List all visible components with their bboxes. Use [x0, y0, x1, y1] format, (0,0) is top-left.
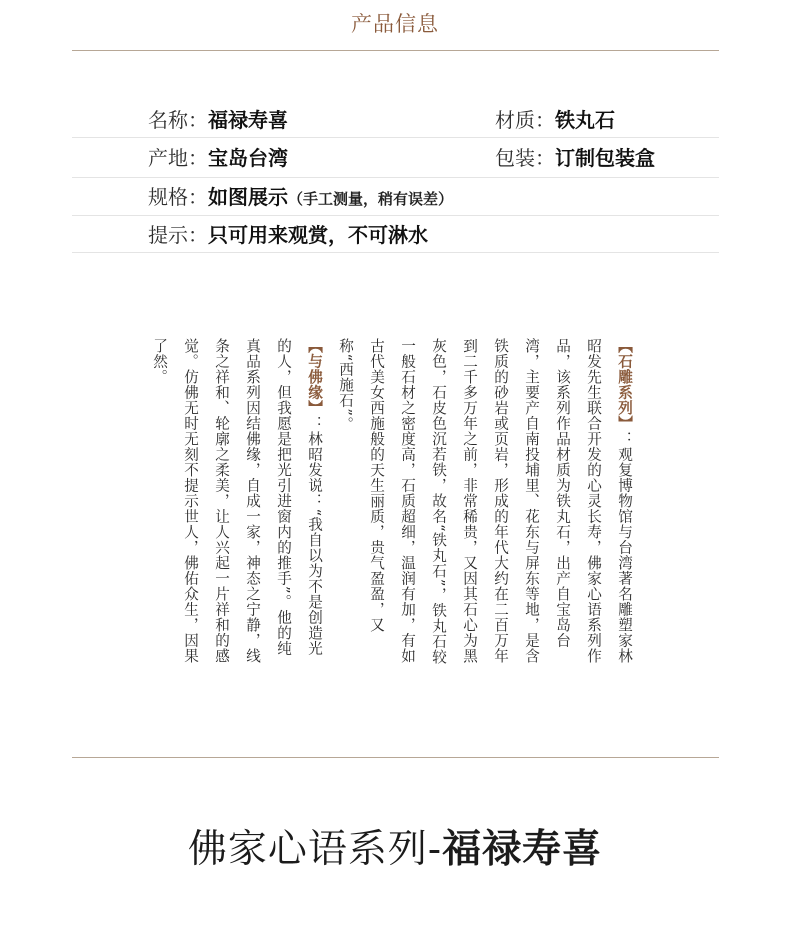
spec-size-note: （手工测量，稍有误差）	[288, 190, 454, 208]
footer-title	[0, 818, 790, 874]
spec-size	[148, 182, 453, 214]
spec-origin-label: 产地：	[148, 146, 208, 170]
header-divider	[72, 50, 719, 51]
description-stone-series	[330, 338, 640, 668]
description-buddha-affinity	[144, 338, 330, 668]
spec-packaging-value: 订制包装盒	[555, 146, 655, 170]
spec-name	[148, 105, 288, 135]
spec-tip	[148, 220, 428, 250]
spec-row-size	[148, 182, 718, 212]
spec-divider	[72, 177, 719, 178]
footer-series-name: 佛家心语系列-	[187, 827, 443, 872]
page-title: 产品信息	[351, 12, 439, 36]
spec-origin	[148, 143, 288, 173]
spec-packaging-label: 包装：	[495, 146, 555, 170]
buddha-affinity-tag: 【与佛缘】	[306, 338, 323, 416]
spec-row-tip	[148, 220, 718, 250]
spec-material-value: 铁丸石	[555, 108, 615, 132]
spec-divider	[72, 252, 719, 253]
stone-series-tag: 【石雕系列】	[616, 338, 633, 431]
buddha-affinity-body: ：林昭发说：“我自以为不是创造光的人，但我愿是把光引进窗内的推手”。他的纯真品系列因结佛缘，自成一家，神态之宁静，线条之祥和、轮廓之柔美，让人兴起一片祥和的感觉。仿佛无时无刻不提示世人，佛佑众生，因果了然。	[151, 338, 323, 664]
spec-name-value: 福禄寿喜	[208, 108, 288, 132]
spec-divider	[72, 137, 719, 138]
spec-name-label: 名称：	[148, 108, 208, 132]
spec-tip-label: 提示：	[148, 223, 208, 247]
spec-packaging	[495, 143, 655, 173]
footer-product-name: 福禄寿喜	[442, 826, 603, 872]
spec-divider	[72, 215, 719, 216]
spec-material-label: 材质：	[495, 108, 555, 132]
spec-material	[495, 105, 615, 135]
product-description	[144, 338, 640, 668]
spec-row-origin-packaging	[148, 143, 718, 173]
spec-tip-value: 只可用来观赏，不可淋水	[208, 223, 428, 247]
description-divider	[72, 757, 719, 758]
spec-row-name-material	[148, 105, 718, 135]
spec-origin-value: 宝岛台湾	[208, 146, 288, 170]
spec-size-label: 规格：	[148, 185, 208, 209]
stone-series-body: ：观复博物馆与台湾著名雕塑家林昭发先生联合开发的心灵长寿，佛家心语系列作品，该系列作品材质为铁丸石，出产自宝岛台湾，主要产自南投埔里、花东与屏东等地，是含铁质的砂岩或页岩，形成的年代大约在二百万年到二千多万年之前，非常稀贵，又因其石心为黑灰色，石皮色沉若铁，故名“铁丸石”，铁丸石较一般石材之密度高，石质超细，温润有加，有如古代美女西施般的天生丽质，贵气盈盈，又称“西施石”。	[337, 338, 633, 665]
spec-size-value: 如图展示	[208, 185, 288, 209]
